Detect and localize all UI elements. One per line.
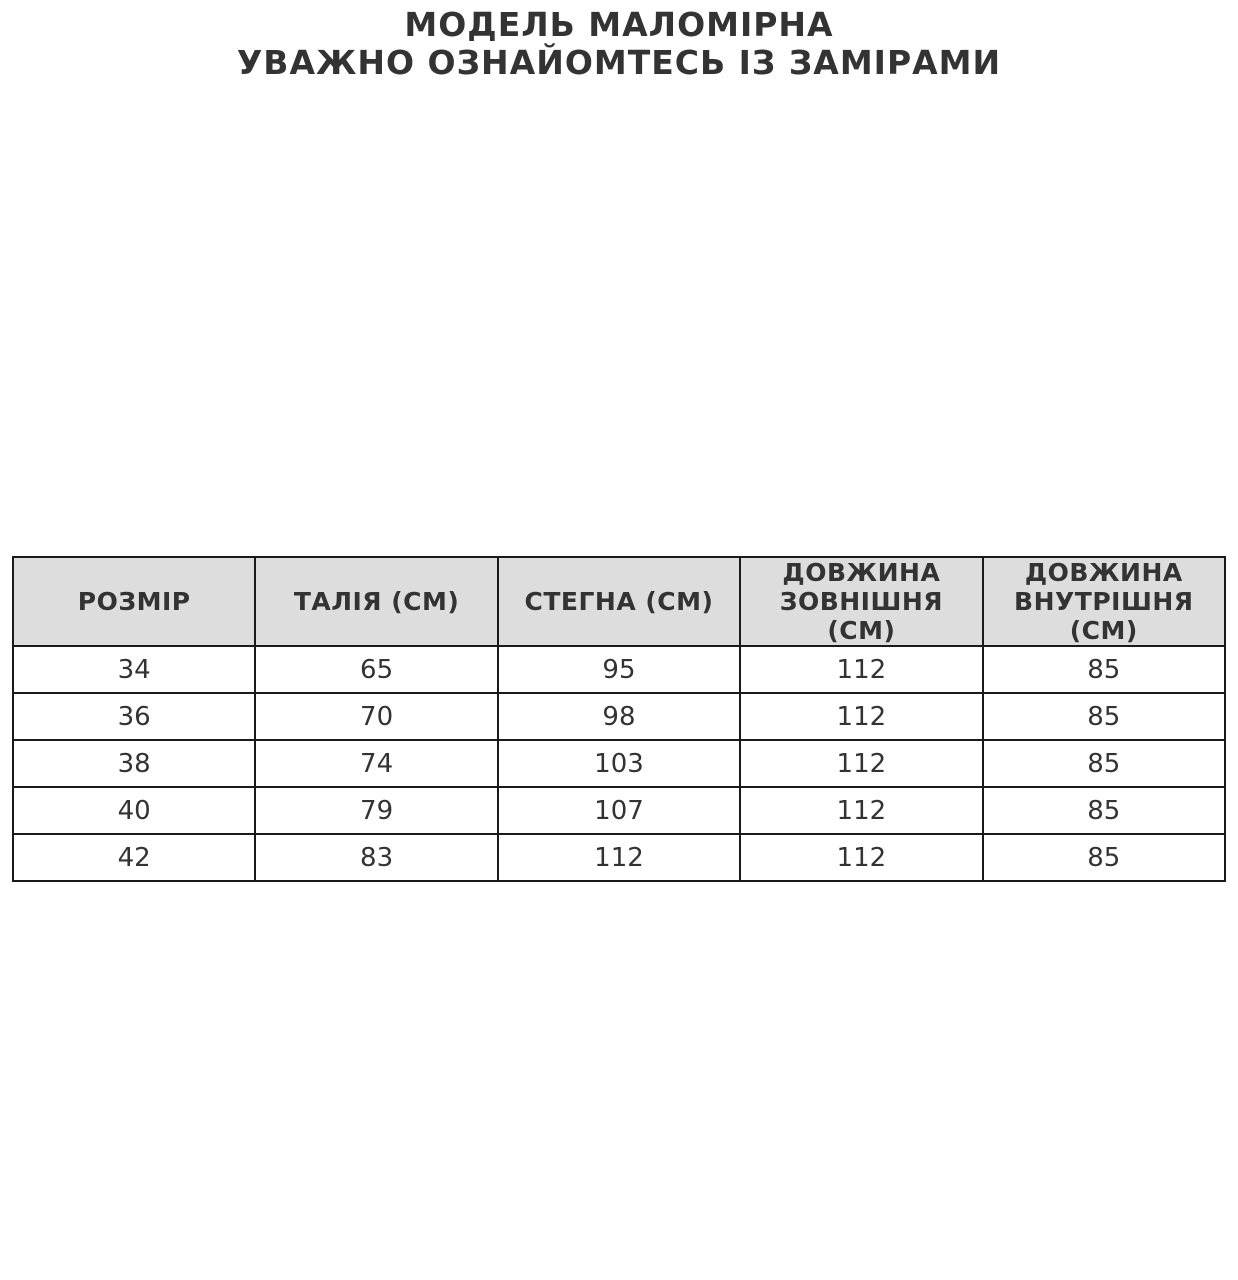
heading-subtitle: УВАЖНО ОЗНАЙОМТЕСЬ ІЗ ЗАМІРАМИ (236, 43, 1002, 82)
cell-inner-length: 85 (983, 693, 1225, 740)
table-row (13, 693, 1225, 740)
cell-outer-length: 112 (740, 646, 982, 693)
header-hips: СТЕГНА (СМ) (498, 557, 740, 646)
cell-waist: 79 (255, 787, 497, 834)
header-size: РОЗМІР (13, 557, 255, 646)
cell-size: 40 (13, 787, 255, 834)
table-header-row (13, 557, 1225, 646)
cell-size: 34 (13, 646, 255, 693)
table-row (13, 787, 1225, 834)
header-outer-length: ДОВЖИНА ЗОВНІШНЯ (СМ) (740, 557, 982, 646)
cell-hips: 95 (498, 646, 740, 693)
size-chart-table (12, 556, 1226, 882)
cell-hips: 112 (498, 834, 740, 881)
cell-hips: 103 (498, 740, 740, 787)
cell-waist: 83 (255, 834, 497, 881)
table-row (13, 834, 1225, 881)
cell-waist: 74 (255, 740, 497, 787)
heading-title: МОДЕЛЬ МАЛОМІРНА (404, 5, 834, 44)
cell-size: 36 (13, 693, 255, 740)
page-heading (0, 6, 1238, 82)
cell-outer-length: 112 (740, 834, 982, 881)
cell-hips: 98 (498, 693, 740, 740)
cell-size: 38 (13, 740, 255, 787)
header-waist: ТАЛІЯ (СМ) (255, 557, 497, 646)
cell-inner-length: 85 (983, 787, 1225, 834)
cell-size: 42 (13, 834, 255, 881)
cell-waist: 65 (255, 646, 497, 693)
cell-inner-length: 85 (983, 834, 1225, 881)
cell-outer-length: 112 (740, 693, 982, 740)
cell-outer-length: 112 (740, 787, 982, 834)
cell-outer-length: 112 (740, 740, 982, 787)
header-inner-length: ДОВЖИНА ВНУТРІШНЯ (СМ) (983, 557, 1225, 646)
cell-inner-length: 85 (983, 740, 1225, 787)
cell-inner-length: 85 (983, 646, 1225, 693)
cell-hips: 107 (498, 787, 740, 834)
cell-waist: 70 (255, 693, 497, 740)
table-row (13, 740, 1225, 787)
table-row (13, 646, 1225, 693)
